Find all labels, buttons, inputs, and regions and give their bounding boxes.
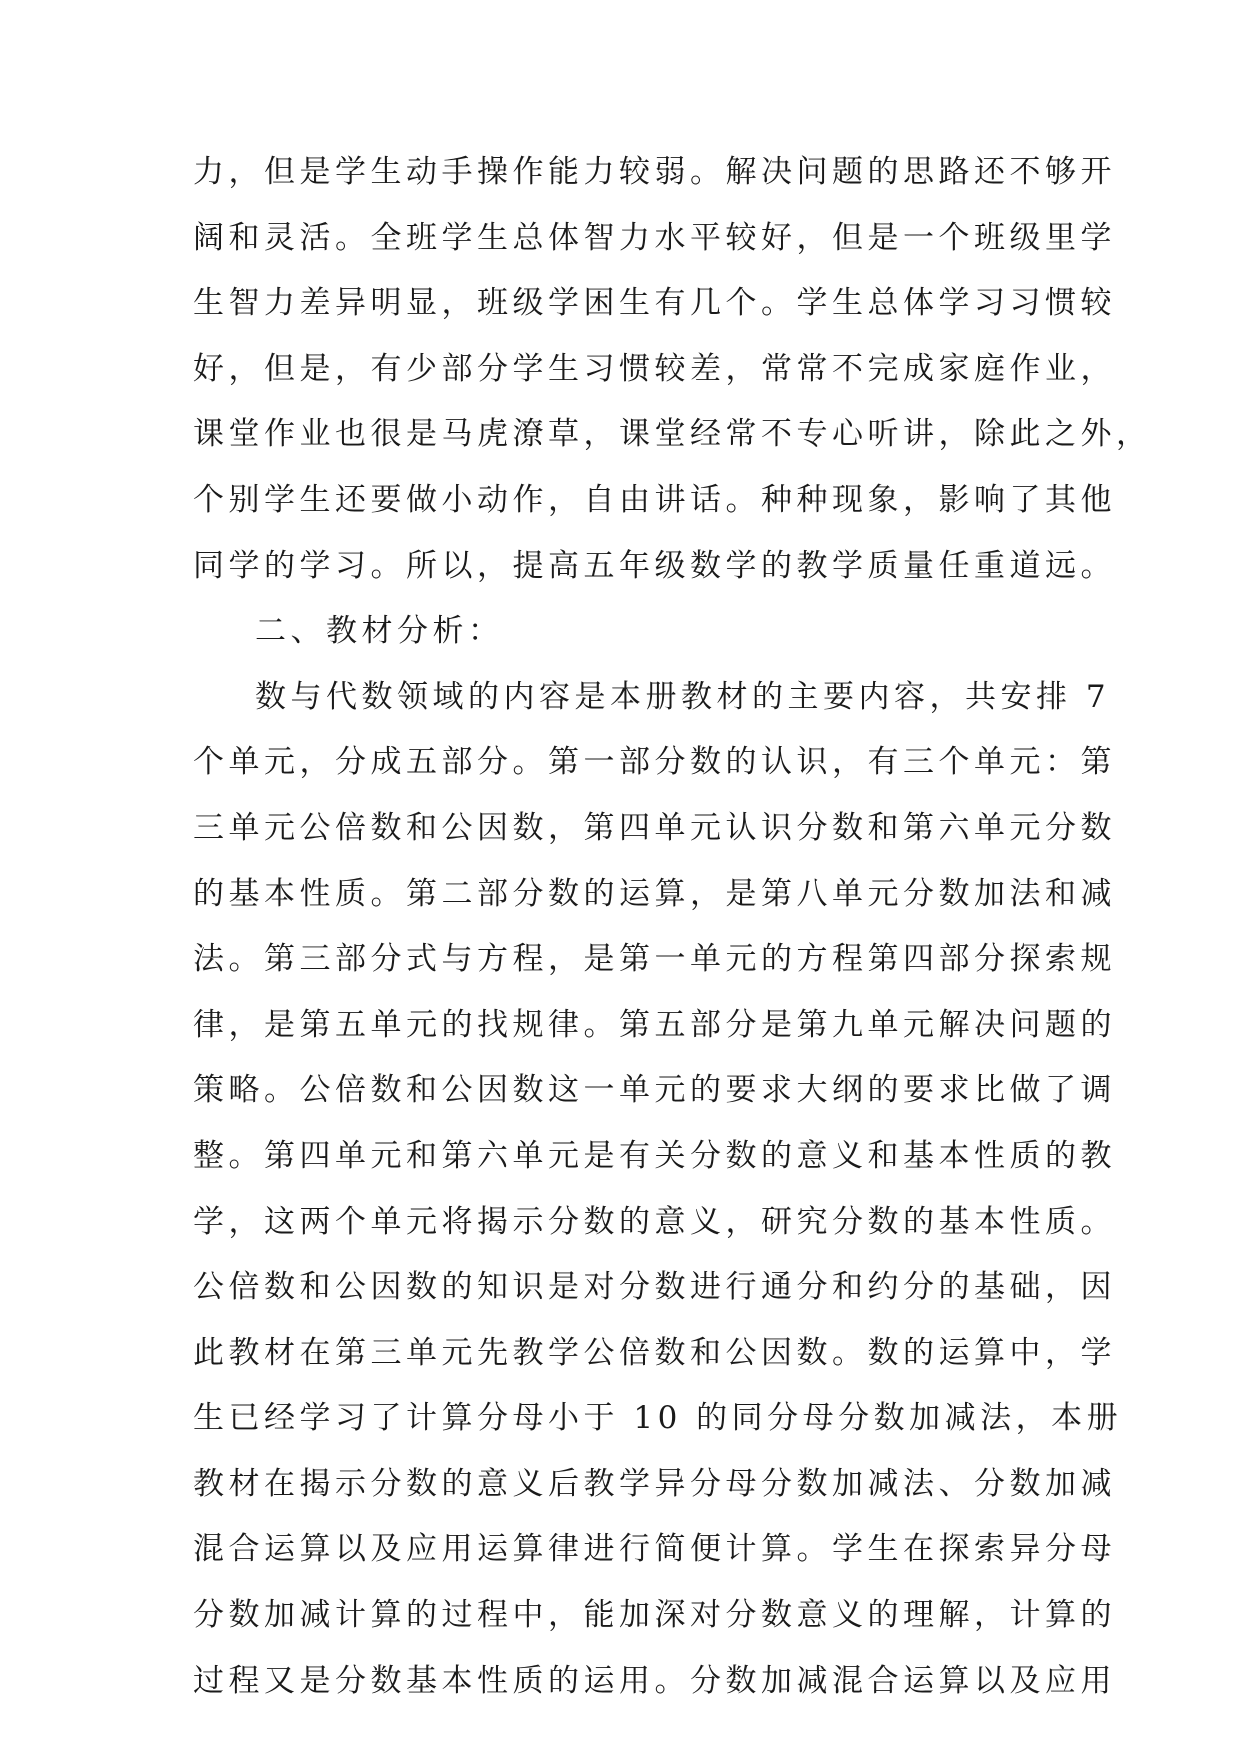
text-line: 课堂作业也很是马虎潦草，课堂经常不专心听讲，除此之外， — [193, 416, 1152, 453]
text-line: 学，这两个单元将揭示分数的意义，研究分数的基本性质。 — [193, 1203, 1116, 1240]
text-line: 力，但是学生动手操作能力较弱。解决问题的思路还不够开 — [193, 154, 1116, 190]
text-line: 的基本性质。第二部分数的运算，是第八单元分数加法和减 — [193, 875, 1116, 912]
text-line: 整。第四单元和第六单元是有关分数的意义和基本性质的教 — [193, 1137, 1116, 1174]
text-line: 律，是第五单元的找规律。第五部分是第九单元解决问题的 — [193, 1006, 1116, 1043]
paragraph-start-line: 数与代数领域的内容是本册教材的主要内容，共安排 7 — [255, 678, 1111, 715]
text-line: 阔和灵活。全班学生总体智力水平较好，但是一个班级里学 — [193, 219, 1116, 256]
text-line: 策略。公倍数和公因数这一单元的要求大纲的要求比做了调 — [193, 1072, 1116, 1109]
text-line: 分数加减计算的过程中，能加深对分数意义的理解，计算的 — [193, 1597, 1116, 1634]
text-line: 生智力差异明显，班级学困生有几个。学生总体学习习惯较 — [193, 285, 1116, 322]
text-line: 个单元，分成五部分。第一部分数的认识，有三个单元：第 — [193, 744, 1116, 781]
text-line: 同学的学习。所以，提高五年级数学的教学质量任重道远。 — [193, 547, 1116, 584]
text-line: 个别学生还要做小动作，自由讲话。种种现象，影响了其他 — [193, 481, 1116, 518]
text-line: 公倍数和公因数的知识是对分数进行通分和约分的基础，因 — [193, 1269, 1116, 1306]
text-line: 好，但是，有少部分学生习惯较差，常常不完成家庭作业， — [193, 350, 1116, 387]
text-line: 混合运算以及应用运算律进行简便计算。学生在探索异分母 — [193, 1531, 1116, 1568]
text-line: 教材在揭示分数的意义后教学异分母分数加减法、分数加减 — [193, 1465, 1116, 1502]
section-heading: 二、教材分析： — [255, 613, 504, 650]
text-line: 此教材在第三单元先教学公倍数和公因数。数的运算中，学 — [193, 1334, 1116, 1371]
body-text — [193, 140, 1152, 1714]
text-line: 三单元公倍数和公因数，第四单元认识分数和第六单元分数 — [193, 809, 1116, 846]
text-line: 过程又是分数基本性质的运用。分数加减混合运算以及应用 — [193, 1662, 1116, 1699]
text-line: 生已经学习了计算分母小于 10 的同分母分数加减法，本册 — [193, 1400, 1123, 1437]
text-line: 法。第三部分式与方程，是第一单元的方程第四部分探索规 — [193, 941, 1116, 978]
